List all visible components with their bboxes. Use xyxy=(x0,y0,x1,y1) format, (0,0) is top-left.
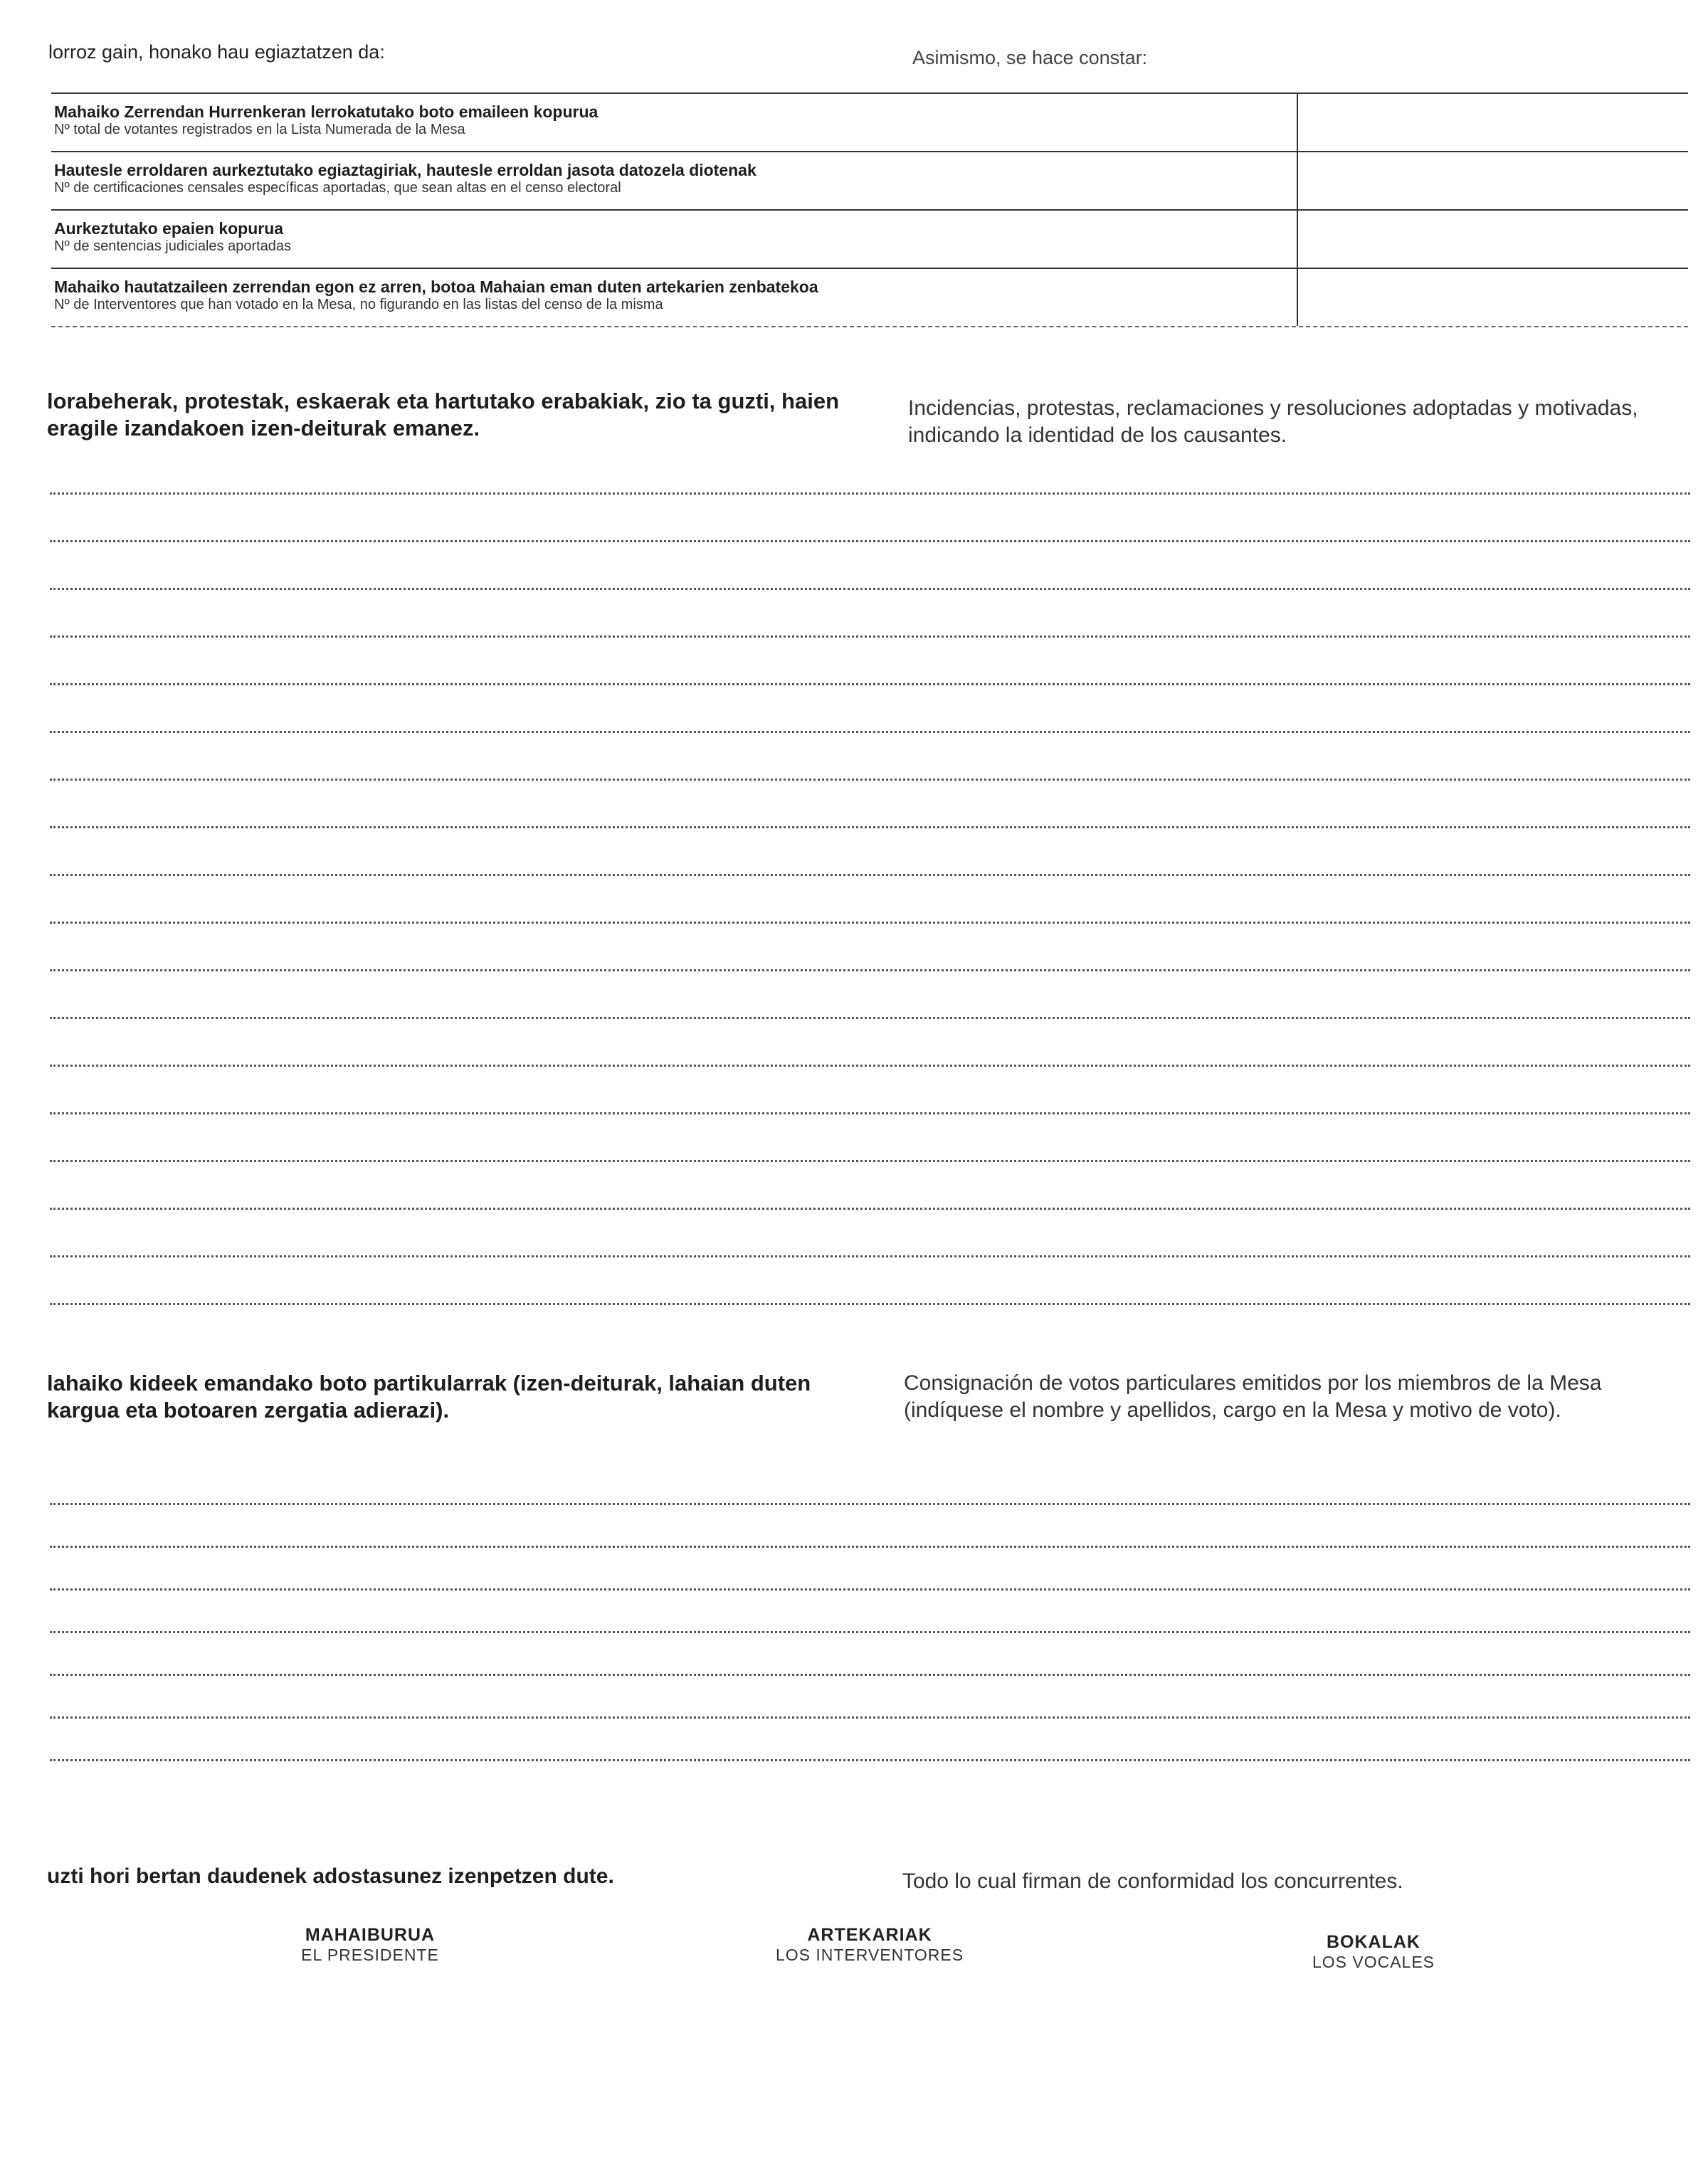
writing-line[interactable] xyxy=(50,1715,1690,1719)
stat-label-spanish: Nº de sentencias judiciales aportadas xyxy=(54,238,292,254)
signature-president[interactable] xyxy=(221,1925,520,1965)
writing-line[interactable] xyxy=(50,1502,1690,1505)
stat-label-basque: Aurkeztutako epaien kopurua xyxy=(54,219,284,238)
stat-value-field[interactable] xyxy=(1304,216,1681,259)
signature-title-spanish: EL PRESIDENTE xyxy=(301,1946,439,1964)
signature-title-basque: MAHAIBURUA xyxy=(305,1925,436,1945)
votes-heading-spanish: Consignación de votos particulares emitidos por los miembros de la Mesa (indíquese el nombre y apellidos, cargo en la Mesa y motivo de voto). xyxy=(904,1371,1602,1422)
writing-line[interactable] xyxy=(50,968,1690,971)
column-divider xyxy=(1297,269,1298,326)
writing-line[interactable] xyxy=(50,586,1690,590)
stat-label-spanish: Nº de Interventores que han votado en la Mesa, no figurando en las listas del censo de la misma xyxy=(54,297,663,312)
writing-line[interactable] xyxy=(50,1758,1690,1761)
incidents-heading-basque: lorabeherak, protestak, eskaerak eta hartutako erabakiak, zio ta guzti, haien eragile izandakoen izen-deiturak emanez. xyxy=(47,389,840,441)
stat-value-field[interactable] xyxy=(1304,158,1681,201)
votes-heading-basque: lahaiko kideek emandako boto partikularrak (izen-deiturak, lahaian duten kargua eta botoaren zergatia adierazi). xyxy=(47,1371,811,1423)
signature-interventors[interactable] xyxy=(720,1925,1019,1965)
writing-line[interactable] xyxy=(50,825,1690,828)
signature-title-spanish: LOS INTERVENTORES xyxy=(775,1946,964,1964)
stat-label-basque: Mahaiko Zerrendan Hurrenkeran lerrokatutako boto emaileen kopurua xyxy=(54,102,599,121)
writing-line[interactable] xyxy=(50,1206,1690,1210)
signature-vocals[interactable] xyxy=(1224,1932,1523,1972)
writing-line[interactable] xyxy=(50,1672,1690,1676)
stat-value-field[interactable] xyxy=(1304,100,1681,142)
stats-table xyxy=(51,93,1688,327)
stat-label-basque: Hautesle erroldaren aurkeztutako egiaztagiriak, hautesle erroldan jasota datozela diotenak xyxy=(54,161,757,179)
writing-line[interactable] xyxy=(50,777,1690,781)
writing-line[interactable] xyxy=(50,634,1690,638)
stat-value-field[interactable] xyxy=(1304,275,1681,317)
writing-line[interactable] xyxy=(50,1063,1690,1067)
writing-line[interactable] xyxy=(50,1254,1690,1257)
intro-spanish: Asimismo, se hace constar: xyxy=(912,47,1148,68)
intro-basque: lorroz gain, honako hau egiaztatzen da: xyxy=(48,41,385,63)
stat-row-total-voters xyxy=(51,93,1688,151)
writing-line[interactable] xyxy=(50,1159,1690,1162)
writing-line[interactable] xyxy=(50,1111,1690,1114)
column-divider xyxy=(1297,152,1298,209)
votes-writing-area[interactable] xyxy=(50,1502,1690,1800)
column-divider xyxy=(1297,94,1298,151)
stat-label-spanish: Nº de certificaciones censales específicas aportadas, que sean altas en el censo electoral xyxy=(54,180,621,196)
writing-line[interactable] xyxy=(50,682,1690,685)
writing-line[interactable] xyxy=(50,920,1690,924)
writing-line[interactable] xyxy=(50,1302,1690,1305)
signature-title-basque: BOKALAK xyxy=(1327,1932,1420,1952)
writing-line[interactable] xyxy=(50,1630,1690,1633)
writing-line[interactable] xyxy=(50,1015,1690,1019)
writing-line[interactable] xyxy=(50,1587,1690,1590)
writing-line[interactable] xyxy=(50,1544,1690,1548)
stat-label-spanish: Nº total de votantes registrados en la Lista Numerada de la Mesa xyxy=(54,122,465,137)
closing-spanish: Todo lo cual firman de conformidad los concurrentes. xyxy=(902,1869,1403,1893)
incidents-writing-area[interactable] xyxy=(50,491,1690,1349)
column-divider xyxy=(1297,211,1298,268)
stat-label-basque: Mahaiko hautatzaileen zerrendan egon ez arren, botoa Mahaian eman duten artekarien zenbatekoa xyxy=(54,278,818,296)
writing-line[interactable] xyxy=(50,872,1690,876)
incidents-heading-spanish: Incidencias, protestas, reclamaciones y resoluciones adoptadas y motivadas, indicando la identidad de los causantes. xyxy=(908,396,1638,447)
stat-row-interventors xyxy=(51,268,1688,327)
signature-title-spanish: LOS VOCALES xyxy=(1312,1953,1435,1971)
stat-row-court-rulings xyxy=(51,209,1688,268)
writing-line[interactable] xyxy=(50,491,1690,495)
closing-basque: uzti hori bertan daudenek adostasunez izenpetzen dute. xyxy=(47,1864,614,1888)
writing-line[interactable] xyxy=(50,539,1690,542)
signature-title-basque: ARTEKARIAK xyxy=(807,1925,932,1945)
writing-line[interactable] xyxy=(50,729,1690,733)
stat-row-census-certificates xyxy=(51,151,1688,209)
